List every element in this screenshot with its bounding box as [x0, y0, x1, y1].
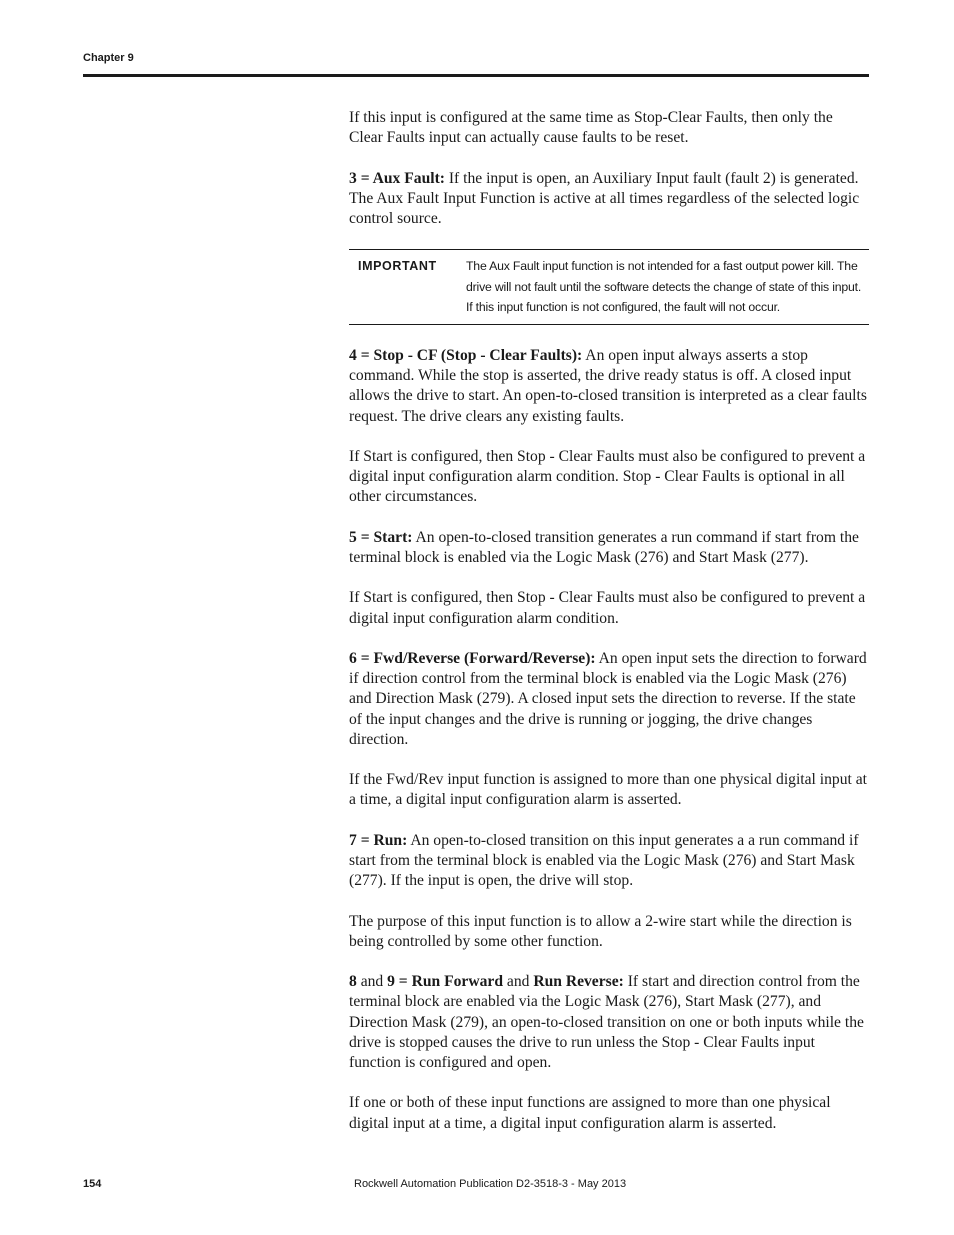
paragraph-run [349, 831, 869, 892]
aux-fault-term: 3 = Aux Fault: [349, 169, 445, 187]
body-text [349, 108, 869, 1154]
run-desc: An open-to-closed transition on this input generates a a run command if start from the terminal block is enabled via the Logic Mask (276) and Start Mask (277). If the input is open, the drive will stop. [349, 831, 859, 890]
conj-2: and [503, 973, 534, 991]
paragraph-stop-clear-note: If this input is configured at the same time as Stop-Clear Faults, then only the Clear Faults input can actually cause faults to be reset. [349, 109, 833, 147]
fwd-reverse-desc: An open input sets the direction to forward if direction control from the terminal block is enabled via the Logic Mask (276) and Direction Mask (279). A closed input sets the direction to reverse. If the state of the input changes and the drive is running or jogging, the drive changes direction. [349, 649, 867, 748]
paragraph-fwd-reverse [349, 649, 869, 750]
start-desc: An open-to-closed transition generates a run command if start from the terminal block is enabled via the Logic Mask (276) and Start Mask (277). [349, 528, 859, 566]
paragraph-run-fwd-rev-alarm: If one or both of these input functions are assigned to more than one physical digital input at a time, a digital input configuration alarm is asserted. [349, 1094, 831, 1132]
paragraph-run-fwd-rev [349, 972, 869, 1073]
aux-fault-desc: If the input is open, an Auxiliary Input fault (fault 2) is generated. The Aux Fault Input Function is active at all times regardless of the selected logic control source. [349, 169, 860, 227]
stop-cf-desc: An open input always asserts a stop command. While the stop is asserted, the drive ready status is off. A closed input allows the drive to start. An open-to-closed transition is interpreted as a clear faults request. The drive clears any existing faults. [349, 347, 867, 425]
fwd-reverse-term: 6 = Fwd/Reverse (Forward/Reverse): [349, 649, 596, 667]
paragraph-start-config-note: If Start is configured, then Stop - Clear Faults must also be configured to prevent a digital input configuration alarm condition. Stop - Clear Faults is optional in all other circumstances. [349, 448, 866, 506]
stop-cf-term: 4 = Stop - CF (Stop - Clear Faults): [349, 347, 583, 364]
start-term: 5 = Start: [349, 528, 413, 546]
paragraph-fwd-rev-alarm: If the Fwd/Rev input function is assigned to more than one physical digital input at a time, a digital input configuration alarm is asserted. [349, 771, 867, 809]
important-text: The Aux Fault input function is not intended for a fast output power kill. The drive will not fault until the software detects the change of state of this input. If this input function is not configured, the fault will not occur. [466, 259, 862, 314]
term-8: 8 [349, 973, 357, 991]
paragraph-stop-cf [349, 346, 869, 427]
publication-info: Rockwell Automation Publication D2-3518-3 - May 2013 [354, 1178, 627, 1190]
important-label: IMPORTANT [358, 259, 437, 274]
run-term: 7 = Run: [349, 831, 408, 849]
term-run-reverse: Run Reverse: [533, 973, 624, 991]
paragraph-aux-fault [349, 169, 869, 230]
chapter-label: Chapter 9 [83, 52, 134, 64]
paragraph-start [349, 528, 869, 568]
important-notice [349, 249, 869, 325]
term-run-forward: 9 = Run Forward [387, 973, 503, 991]
paragraph-start-config-note-2: If Start is configured, then Stop - Clear Faults must also be configured to prevent a digital input configuration alarm condition. [349, 589, 866, 627]
paragraph-run-purpose: The purpose of this input function is to allow a 2-wire start while the direction is being controlled by some other function. [349, 912, 852, 950]
page-number: 154 [83, 1178, 102, 1190]
run-fwd-rev-desc: If start and direction control from the terminal block are enabled via the Logic Mask (276), Start Mask (277), and Direction Mask (279), an open-to-closed transition on one or both inputs while the drive is stopped causes the drive to run unless the Stop - Clear Faults input function is configured and open. [349, 973, 864, 1071]
header-rule [83, 74, 869, 77]
conj-1: and [356, 973, 388, 991]
